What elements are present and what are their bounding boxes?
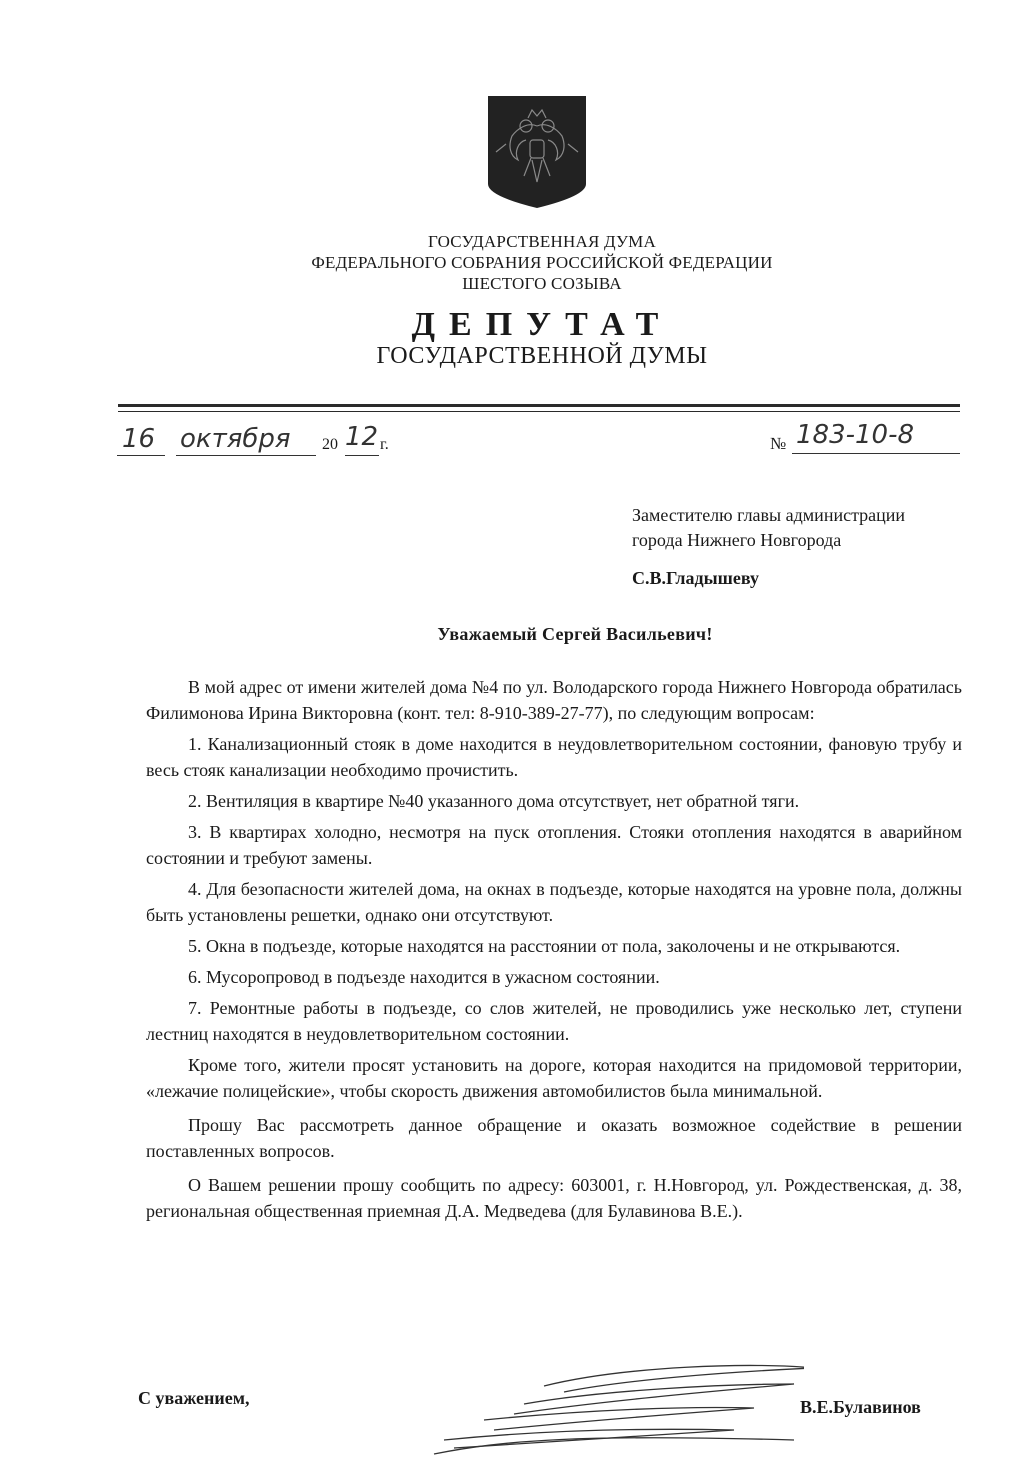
body-paragraph-4: О Вашем решении прошу сообщить по адресу: 603001, г. Н.Новгород, ул. Рождественская, д. 38, региональная общественная приемная Д.А. Медведева (для Булавинова В.Е.).: [146, 1175, 962, 1221]
letterhead-subtitle: ГОСУДАРСТВЕННОЙ ДУМЫ: [376, 343, 708, 369]
double-headed-eagle-emblem-icon: [488, 96, 586, 208]
addressee-name: С.В.Гладышеву: [632, 568, 759, 588]
body-item-6: 6. Мусоропровод в подъезде находится в ужасном состоянии.: [188, 967, 660, 987]
date-month: октября: [180, 424, 291, 454]
addressee-line-1: Заместителю главы администрации: [632, 505, 906, 525]
body-item-1: 1. Канализационный стояк в доме находится в неудовлетворительном состоянии, фановую трубу и весь стояк канализации необходимо прочистить.: [146, 734, 962, 780]
date-year-mark: г.: [380, 436, 389, 453]
letterhead-rule-thick: [118, 404, 960, 407]
date-year-underline: [345, 455, 379, 456]
body-intro: В мой адрес от имени жителей дома №4 по ул. Володарского города Нижнего Новгорода обратилась Филимонова Ирина Викторовна (конт. тел: 8-910-389-27-77), по следующим вопросам:: [146, 677, 962, 723]
body-paragraph-2: Кроме того, жители просят установить на дороге, которая находится на придомовой территории, «лежачие полицейские», чтобы скорость движения автомобилистов была минимальной.: [146, 1055, 962, 1101]
date-year-suffix: 12: [345, 422, 379, 452]
body-item-5: 5. Окна в подъезде, которые находятся на расстоянии от пола, заколочены и не открываются.: [188, 936, 901, 956]
signer-name: В.Е.Булавинов: [800, 1397, 921, 1417]
date-year-prefix: 20: [322, 436, 338, 453]
handwritten-signature-icon: [424, 1356, 804, 1466]
addressee-line-2: города Нижнего Новгорода: [632, 530, 842, 550]
body-item-4: 4. Для безопасности жителей дома, на окнах в подъезде, которые находятся на уровне пола, должны быть установлены решетки, однако они отсутствуют.: [146, 879, 962, 925]
document-number-label: №: [770, 434, 787, 453]
body-paragraph-3: Прошу Вас рассмотреть данное обращение и оказать возможное содействие в решении поставленных вопросов.: [146, 1115, 962, 1161]
document-number-underline: [792, 453, 960, 454]
org-name-line-1: ГОСУДАРСТВЕННАЯ ДУМА: [428, 232, 656, 251]
org-name-line-3: ШЕСТОГО СОЗЫВА: [462, 274, 622, 293]
letterhead-title: ДЕПУТАТ: [411, 306, 673, 343]
letterhead-rule-thin: [118, 411, 960, 412]
closing-phrase: С уважением,: [138, 1388, 250, 1408]
body-item-2: 2. Вентиляция в квартире №40 указанного дома отсутствует, нет обратной тяги.: [188, 791, 800, 811]
date-day: 16: [122, 424, 156, 454]
letter-body: [146, 674, 962, 1224]
salutation: Уважаемый Сергей Васильевич!: [437, 624, 713, 644]
body-item-7: 7. Ремонтные работы в подъезде, со слов жителей, не проводились уже несколько лет, ступени лестниц находятся в неудовлетворительном состоянии.: [146, 998, 962, 1044]
date-day-underline: [117, 455, 165, 456]
org-name-line-2: ФЕДЕРАЛЬНОГО СОБРАНИЯ РОССИЙСКОЙ ФЕДЕРАЦИИ: [311, 253, 773, 272]
date-month-underline: [176, 455, 316, 456]
body-item-3: 3. В квартирах холодно, несмотря на пуск отопления. Стояки отопления находятся в аварийном состоянии и требуют замены.: [146, 822, 962, 868]
document-number-value: 183-10-8: [796, 420, 915, 450]
